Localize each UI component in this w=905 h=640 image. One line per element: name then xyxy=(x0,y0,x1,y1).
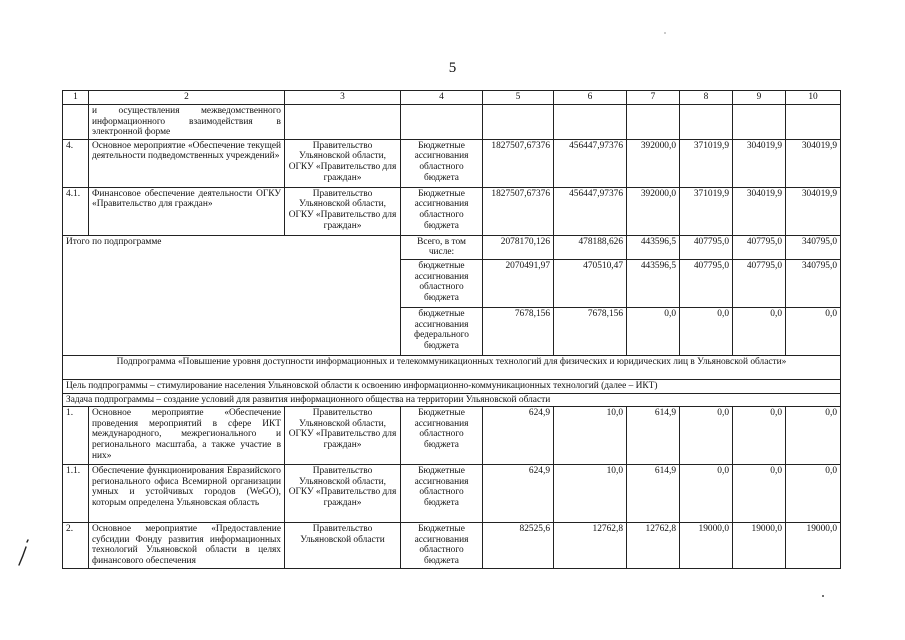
total-value: 478188,626 xyxy=(554,235,627,259)
total-value: 443596,5 xyxy=(627,259,680,307)
row-value: 0,0 xyxy=(680,465,733,523)
col-header: 5 xyxy=(483,91,554,105)
row-source: Бюджетные ассигнования областного бюджета xyxy=(401,139,483,187)
col-header: 8 xyxy=(680,91,733,105)
row-num: 4.1. xyxy=(63,187,89,235)
row-value xyxy=(483,105,554,140)
row-value: 0,0 xyxy=(786,465,841,523)
row-value xyxy=(733,105,786,140)
row-value: 1827507,67376 xyxy=(483,139,554,187)
row-value: 0,0 xyxy=(733,407,786,465)
subprogram-task: Задача подпрограммы – создание условий для развития информационного общества на территории Ульяновской области xyxy=(63,393,841,407)
table-row xyxy=(63,465,841,523)
scan-speck xyxy=(664,32,666,34)
row-value: 10,0 xyxy=(554,407,627,465)
scan-speck xyxy=(822,595,824,597)
row-name: Основное мероприятие «Обеспечение проведения мероприятий в сфере ИКТ международного, межрегионального и регионального масштаба, а также участие в них» xyxy=(89,407,285,465)
total-source: бюджетные ассигнования областного бюджета xyxy=(401,259,483,307)
col-header: 6 xyxy=(554,91,627,105)
total-label: Итого по подпрограмме xyxy=(63,235,401,355)
total-value: 407795,0 xyxy=(733,259,786,307)
row-value: 0,0 xyxy=(680,407,733,465)
row-value: 82525,6 xyxy=(483,523,554,569)
row-num: 1.1. xyxy=(63,465,89,523)
total-value: 407795,0 xyxy=(680,235,733,259)
table-row xyxy=(63,407,841,465)
row-value: 1827507,67376 xyxy=(483,187,554,235)
total-value: 407795,0 xyxy=(733,235,786,259)
subprogram-goal: Цель подпрограммы – стимулирование населения Ульяновской области к освоению информационно-коммуникационных технологий (далее – ИКТ) xyxy=(63,379,841,393)
subprogram-title: Подпрограмма «Повышение уровня доступности информационных и телекоммуникационных технологий для физических и юридических лиц в Ульяновской области» xyxy=(63,355,841,379)
row-value xyxy=(680,105,733,140)
row-name: и осуществления межведомственного информационного взаимодействия в электронной форме xyxy=(89,105,285,140)
row-num: 4. xyxy=(63,139,89,187)
row-source: Бюджетные ассигнования областного бюджета xyxy=(401,407,483,465)
row-source xyxy=(401,105,483,140)
total-value: 340795,0 xyxy=(786,259,841,307)
row-executor xyxy=(285,105,401,140)
row-value xyxy=(554,105,627,140)
row-num: 2. xyxy=(63,523,89,569)
column-numbers-row xyxy=(63,91,841,105)
total-source: бюджетные ассигнования федерального бюджета xyxy=(401,307,483,355)
row-source: Бюджетные ассигнования областного бюджета xyxy=(401,187,483,235)
total-value: 470510,47 xyxy=(554,259,627,307)
total-source: Всего, в том числе: xyxy=(401,235,483,259)
goal-row xyxy=(63,379,841,393)
table-row xyxy=(63,139,841,187)
total-value: 340795,0 xyxy=(786,235,841,259)
row-value xyxy=(627,105,680,140)
row-value: 624,9 xyxy=(483,407,554,465)
row-value: 12762,8 xyxy=(554,523,627,569)
row-value: 19000,0 xyxy=(733,523,786,569)
row-value: 392000,0 xyxy=(627,139,680,187)
row-name: Основное мероприятие «Обеспечение текущей деятельности подведомственных учреждений» xyxy=(89,139,285,187)
total-value: 0,0 xyxy=(786,307,841,355)
row-value: 19000,0 xyxy=(680,523,733,569)
total-value: 443596,5 xyxy=(627,235,680,259)
row-value: 371019,9 xyxy=(680,139,733,187)
total-value: 0,0 xyxy=(733,307,786,355)
col-header: 4 xyxy=(401,91,483,105)
row-executor: Правительство Ульяновской области, ОГКУ «Правительство для граждан» xyxy=(285,407,401,465)
total-value: 0,0 xyxy=(627,307,680,355)
row-value: 304019,9 xyxy=(733,139,786,187)
row-value xyxy=(786,105,841,140)
row-value: 614,9 xyxy=(627,407,680,465)
col-header: 1 xyxy=(63,91,89,105)
row-source: Бюджетные ассигнования областного бюджета xyxy=(401,523,483,569)
row-value: 10,0 xyxy=(554,465,627,523)
row-name: Финансовое обеспечение деятельности ОГКУ «Правительство для граждан» xyxy=(89,187,285,235)
row-value: 0,0 xyxy=(733,465,786,523)
task-row xyxy=(63,393,841,407)
total-value: 7678,156 xyxy=(483,307,554,355)
row-value: 624,9 xyxy=(483,465,554,523)
table-row xyxy=(63,105,841,140)
row-value: 304019,9 xyxy=(786,139,841,187)
row-num xyxy=(63,105,89,140)
row-value: 304019,9 xyxy=(786,187,841,235)
row-value: 456447,97376 xyxy=(554,187,627,235)
subprogram-row xyxy=(63,355,841,379)
row-value: 0,0 xyxy=(786,407,841,465)
total-value: 2078170,126 xyxy=(483,235,554,259)
col-header: 2 xyxy=(89,91,285,105)
total-value: 407795,0 xyxy=(680,259,733,307)
pen-stroke-icon xyxy=(16,538,32,568)
row-executor: Правительство Ульяновской области xyxy=(285,523,401,569)
row-value: 371019,9 xyxy=(680,187,733,235)
row-executor: Правительство Ульяновской области, ОГКУ «Правительство для граждан» xyxy=(285,139,401,187)
total-value: 0,0 xyxy=(680,307,733,355)
total-value: 7678,156 xyxy=(554,307,627,355)
total-value: 2070491,97 xyxy=(483,259,554,307)
row-source: Бюджетные ассигнования областного бюджета xyxy=(401,465,483,523)
table-row xyxy=(63,187,841,235)
row-executor: Правительство Ульяновской области, ОГКУ «Правительство для граждан» xyxy=(285,465,401,523)
row-value: 614,9 xyxy=(627,465,680,523)
col-header: 9 xyxy=(733,91,786,105)
col-header: 3 xyxy=(285,91,401,105)
page-number: 5 xyxy=(448,60,457,76)
row-num: 1. xyxy=(63,407,89,465)
row-value: 392000,0 xyxy=(627,187,680,235)
row-value: 456447,97376 xyxy=(554,139,627,187)
col-header: 10 xyxy=(786,91,841,105)
row-value: 304019,9 xyxy=(733,187,786,235)
row-value: 19000,0 xyxy=(786,523,841,569)
row-executor: Правительство Ульяновской области, ОГКУ «Правительство для граждан» xyxy=(285,187,401,235)
budget-table xyxy=(62,90,841,569)
row-name: Основное мероприятие «Предоставление субсидии Фонду развития информационных технологий Ульяновской области в целях финансового обеспечения xyxy=(89,523,285,569)
table-row xyxy=(63,523,841,569)
row-value: 12762,8 xyxy=(627,523,680,569)
col-header: 7 xyxy=(627,91,680,105)
row-name: Обеспечение функционирования Евразийского регионального офиса Всемирной организации умных и устойчивых городов (WeGO), которым определена Ульяновская область xyxy=(89,465,285,523)
total-row xyxy=(63,235,841,259)
